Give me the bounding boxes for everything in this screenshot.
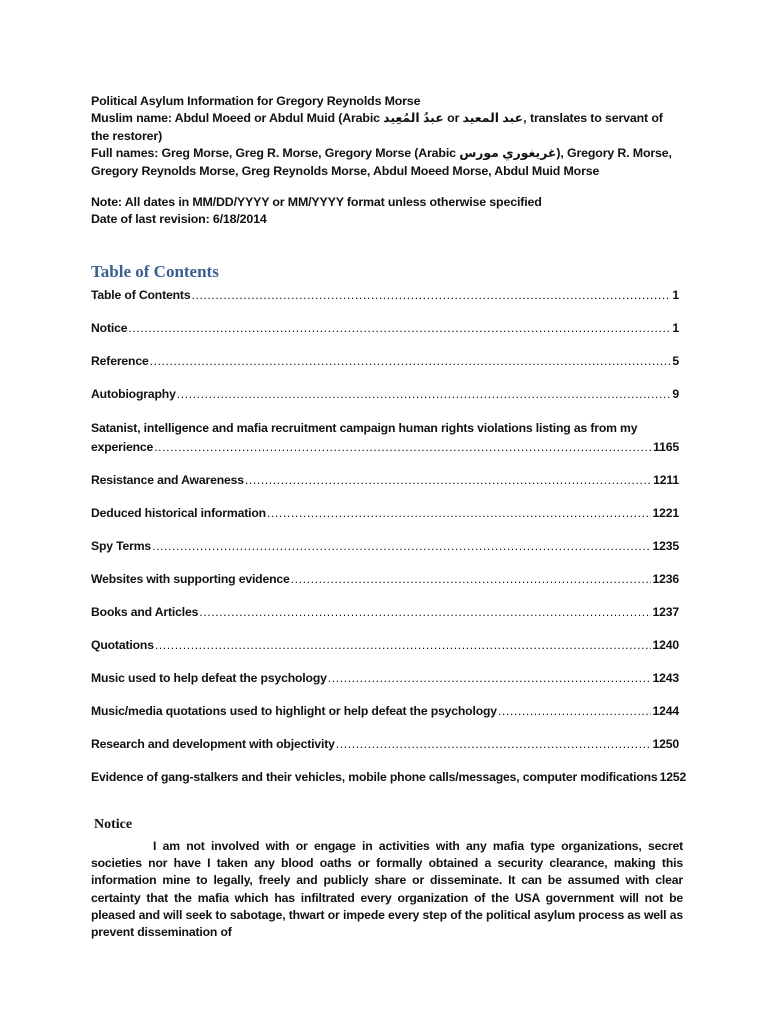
toc-entry-title: Research and development with objectivity [91,737,335,751]
toc-entry-page: 1 [672,321,679,335]
toc-entry-title: Deduced historical information [91,506,266,520]
toc-entry-page: 1252 [659,770,687,784]
toc-entry-page: 1221 [652,506,679,520]
toc-entry[interactable] [91,637,679,654]
toc-entry-page: 1165 [653,440,679,454]
toc-entry-title: Quotations [91,638,154,652]
toc-entry[interactable] [91,287,679,304]
header-revision-date: Date of last revision: 6/18/2014 [91,212,267,227]
toc-entry-title: Spy Terms [91,539,152,553]
toc-entry-title: Music/media quotations used to highlight or help defeat the psychology [91,704,497,718]
toc-entry[interactable] [91,505,679,522]
toc-entry[interactable] [91,386,679,403]
toc-entry-page: 9 [672,387,679,401]
toc-entry-page: 1 [672,288,679,302]
toc-entry[interactable] [91,571,679,588]
toc-entry-title: Websites with supporting evidence [91,572,290,586]
header-muslim-name: Muslim name: Abdul Moeed or Abdul Muid (Arabic عبدُ المُعِيد or عبد المعيد, translates to servant of the restorer) [91,111,663,143]
toc-entry-title: Evidence of gang-stalkers and their vehicles, mobile phone calls/messages, computer modifications [91,770,658,784]
toc-entry[interactable] [91,472,679,489]
toc-entry-page: 5 [672,354,679,368]
toc-heading: Table of Contents [91,262,219,281]
toc-leader-dots [336,736,652,753]
header-spacer [91,180,681,194]
toc-leader-dots [291,571,652,588]
toc-entry-page: 1235 [652,539,679,553]
toc-leader-dots [328,670,652,687]
toc-leader-dots [150,353,672,370]
toc-entry[interactable] [91,736,679,753]
toc-entry-page: 1250 [652,737,679,751]
toc-entry-page: 1240 [652,638,679,652]
toc-leader-dots [154,438,652,457]
toc-entry[interactable] [91,353,679,370]
toc-entry[interactable] [91,421,679,457]
toc-leader-dots [267,505,652,522]
toc-entry-page: 1244 [652,704,679,718]
toc-entry-page: 1211 [653,473,679,487]
toc-entry-title: Table of Contents [91,288,191,302]
toc-entry-title-line1: Satanist, intelligence and mafia recruitment campaign human rights violations listing as from my [91,421,638,435]
toc-entry-title: Books and Articles [91,605,199,619]
toc-entry[interactable] [91,604,679,621]
toc-leader-dots [177,386,672,403]
toc-leader-dots [191,287,671,304]
toc-entry-title: Autobiography [91,387,176,401]
toc-leader-dots [199,604,651,621]
toc-entry-title: Music used to help defeat the psychology [91,671,327,685]
toc-entry-page: 1236 [652,572,679,586]
toc-leader-dots [498,703,652,720]
toc-entry[interactable] [91,769,687,786]
header-full-names: Full names: Greg Morse, Greg R. Morse, Gregory Morse (Arabic غريغوري مورس), Gregory R. Morse, Gregory Reynolds Morse, Greg Reynolds Morse, Abdul Moeed Morse, Abdul Muid Morse [91,146,672,178]
toc-leader-dots [152,538,651,555]
toc-entry-title: Reference [91,354,149,368]
toc-entry-title: experience [91,440,154,454]
toc-leader-dots [155,637,652,654]
notice-heading: Notice [94,817,133,832]
toc-leader-dots [245,472,652,489]
toc-entry[interactable] [91,538,679,555]
toc-entry[interactable] [91,703,679,720]
toc-entry-page: 1243 [652,671,679,685]
header-date-note: Note: All dates in MM/DD/YYYY or MM/YYYY format unless otherwise specified [91,195,542,210]
notice-paragraph: I am not involved with or engage in activities with any mafia type organizations, secret societies nor have I taken any blood oaths or formally obtained a security clearance, making this information mine to legally, freely and publicly share or disseminate. It can be assumed with clear certainty that the mafia which has infiltrated every organization of the USA government will not be pleased and will seek to sabotage, thwart or impede every step of the political asylum process as well as prevent dissemination of [91,839,683,940]
toc-entry-page: 1237 [652,605,679,619]
toc-entry-title: Notice [91,321,128,335]
header-title: Political Asylum Information for Gregory Reynolds Morse [91,94,421,108]
toc-entry[interactable] [91,670,679,687]
toc-leader-dots [128,320,671,337]
document-header [91,93,681,229]
toc-entry-title: Resistance and Awareness [91,473,244,487]
toc-entry[interactable] [91,320,679,337]
